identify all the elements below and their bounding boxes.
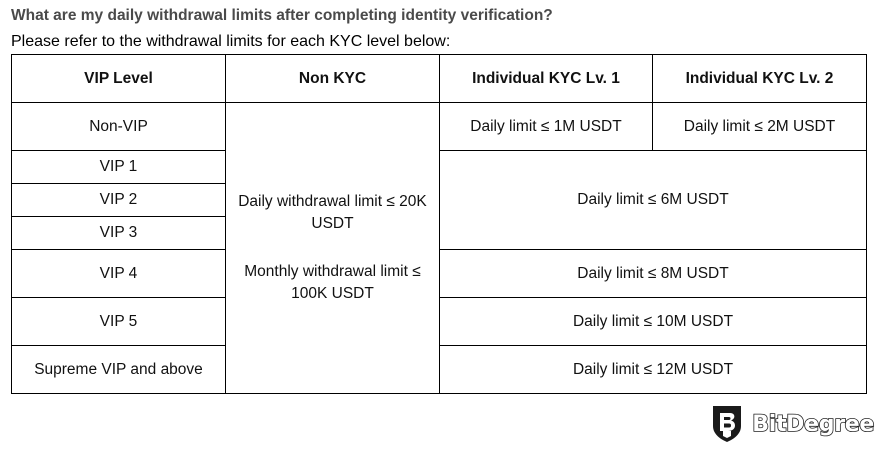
non-kyc-monthly-limit: Monthly withdrawal limit ≤ 100K USDT xyxy=(244,263,421,302)
faq-question: What are my daily withdrawal limits after completing identity verification? xyxy=(11,7,553,24)
level-cell: VIP 1 xyxy=(12,151,226,184)
table-row xyxy=(12,298,867,346)
level-cell: Non-VIP xyxy=(12,103,226,151)
table-row xyxy=(12,103,867,151)
table-row xyxy=(12,346,867,394)
limit-cell-vip5: Daily limit ≤ 10M USDT xyxy=(440,298,867,346)
table-row xyxy=(12,151,867,184)
bitdegree-shield-icon xyxy=(710,404,744,444)
table-row xyxy=(12,250,867,298)
non-kyc-daily-limit: Daily withdrawal limit ≤ 20K USDT xyxy=(238,193,427,232)
limit-cell-lv2: Daily limit ≤ 2M USDT xyxy=(653,103,867,151)
withdrawal-limits-table xyxy=(11,54,867,394)
header-kyc-lv1: Individual KYC Lv. 1 xyxy=(440,55,653,103)
header-row xyxy=(12,55,867,103)
level-cell: VIP 4 xyxy=(12,250,226,298)
header-non-kyc: Non KYC xyxy=(226,55,440,103)
level-cell: VIP 3 xyxy=(12,217,226,250)
level-cell: Supreme VIP and above xyxy=(12,346,226,394)
limit-cell-lv1: Daily limit ≤ 1M USDT xyxy=(440,103,653,151)
level-cell: VIP 2 xyxy=(12,184,226,217)
limit-cell-vip1-3: Daily limit ≤ 6M USDT xyxy=(440,151,867,250)
non-kyc-limits-cell xyxy=(226,103,440,394)
header-vip-level: VIP Level xyxy=(12,55,226,103)
header-kyc-lv2: Individual KYC Lv. 2 xyxy=(653,55,867,103)
table-intro: Please refer to the withdrawal limits for each KYC level below: xyxy=(11,33,451,50)
bitdegree-logo xyxy=(710,404,874,444)
bitdegree-wordmark: BitDegree xyxy=(752,411,874,437)
limit-cell-vip4: Daily limit ≤ 8M USDT xyxy=(440,250,867,298)
limit-cell-supreme: Daily limit ≤ 12M USDT xyxy=(440,346,867,394)
level-cell: VIP 5 xyxy=(12,298,226,346)
